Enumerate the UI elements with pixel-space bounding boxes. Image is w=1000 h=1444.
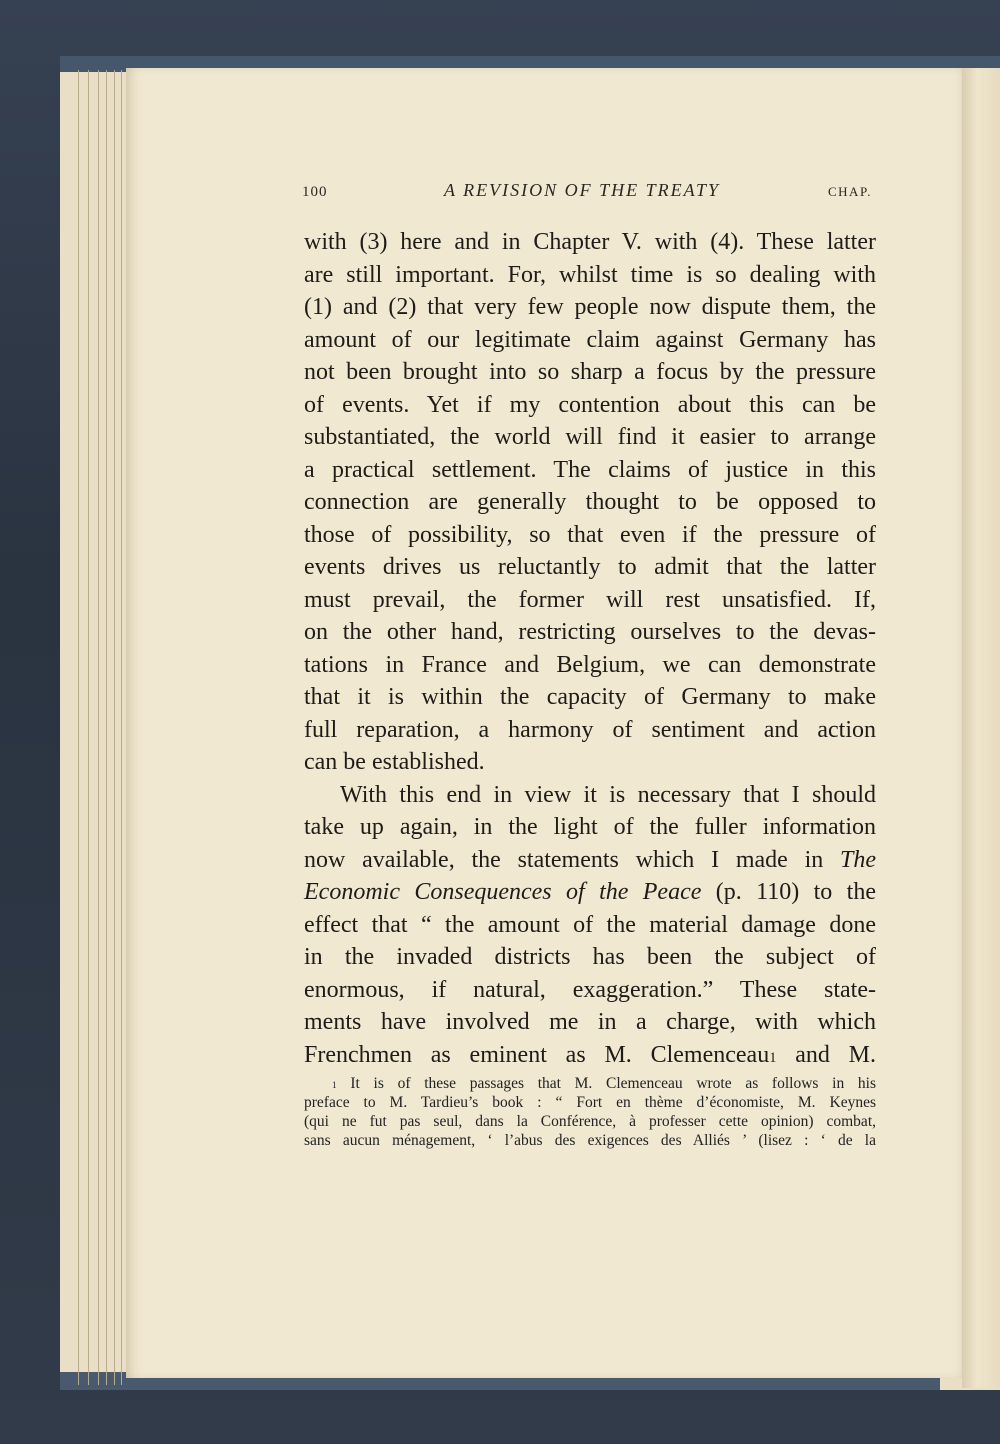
page-edge-line — [106, 70, 107, 1385]
book-title-italic: The — [840, 846, 876, 873]
text-line: enormous, if natural, exaggeration.” These state- — [304, 976, 876, 1003]
text-line: events drives us reluctantly to admit that the latter — [304, 554, 876, 580]
footnote-reference: 1 — [769, 1049, 777, 1066]
page-gutter — [962, 68, 1000, 1388]
chapter-label: CHAP. — [828, 184, 872, 199]
text-line: connection are generally thought to be opposed to — [304, 489, 876, 515]
text-line: take up again, in the light of the fuller information — [304, 814, 876, 840]
text-line: effect that “ the amount of the material damage done — [304, 911, 876, 938]
page-edge-line — [121, 70, 122, 1385]
footnote-line — [304, 1074, 876, 1093]
page-edge-line — [98, 70, 99, 1385]
text-line: a practical settlement. The claims of justice in this — [304, 456, 876, 483]
running-title: A REVISION OF THE TREATY — [444, 180, 720, 200]
page-number: 100 — [302, 184, 328, 200]
text-line: tations in France and Belgium, we can demonstrate — [304, 651, 876, 678]
running-head — [302, 180, 872, 208]
footnote-line: (qui ne fut pas seul, dans la Conférence, à professer cette opinion) combat, — [304, 1113, 876, 1130]
footnote — [304, 1074, 876, 1150]
text-line: substantiated, the world will find it easier to arrange — [304, 424, 876, 450]
text-line — [304, 1039, 876, 1072]
page-edge-line — [88, 70, 89, 1385]
text-run: (p. 110) to the — [701, 879, 876, 905]
text-line: that it is within the capacity of Germany to make — [304, 684, 876, 710]
text-run: and M. — [776, 1041, 876, 1068]
text-line: those of possibility, so that even if the pressure of — [304, 521, 876, 548]
paragraph-first-line: With this end in view it is necessary that I should — [340, 781, 876, 808]
text-line: on the other hand, restricting ourselves to the devas- — [304, 619, 876, 645]
body-text — [304, 226, 876, 1071]
footnote-line: sans aucun ménagement, ‘ l’abus des exigences des Alliés ’ (lisez : ‘ de la — [304, 1132, 876, 1149]
text-run: now available, the statements which I made in — [304, 846, 840, 873]
text-line: ments have involved me in a charge, with which — [304, 1009, 876, 1035]
text-line: of events. Yet if my contention about this can be — [304, 391, 876, 418]
text-line: in the invaded districts has been the subject of — [304, 944, 876, 970]
text-line: (1) and (2) that very few people now dispute them, the — [304, 294, 876, 320]
page-edge-line — [114, 70, 115, 1385]
text-line: can be established. — [304, 749, 485, 775]
text-line — [304, 844, 876, 877]
text-run: Frenchmen as eminent as M. Clemenceau — [304, 1041, 770, 1068]
footnote-marker: 1 — [332, 1081, 337, 1091]
text-line: not been brought into so sharp a focus by the pressure — [304, 359, 876, 385]
text-line: amount of our legitimate claim against Germany has — [304, 326, 876, 353]
text-line — [304, 876, 876, 909]
text-line: with (3) here and in Chapter V. with (4). These latter — [304, 229, 876, 255]
page-edge-line — [78, 70, 79, 1385]
text-line: are still important. For, whilst time is so dealing with — [304, 261, 876, 288]
text-line: full reparation, a harmony of sentiment and action — [304, 716, 876, 743]
book-title-italic: Economic Consequences of the Peace — [304, 879, 702, 905]
text-run: It is of these passages that M. Clemenceau wrote as follows in his — [336, 1075, 876, 1092]
text-line: must prevail, the former will rest unsatisfied. If, — [304, 586, 876, 613]
footnote-line: preface to M. Tardieu’s book : “ Fort en thème d’économiste, M. Keynes — [304, 1094, 876, 1111]
